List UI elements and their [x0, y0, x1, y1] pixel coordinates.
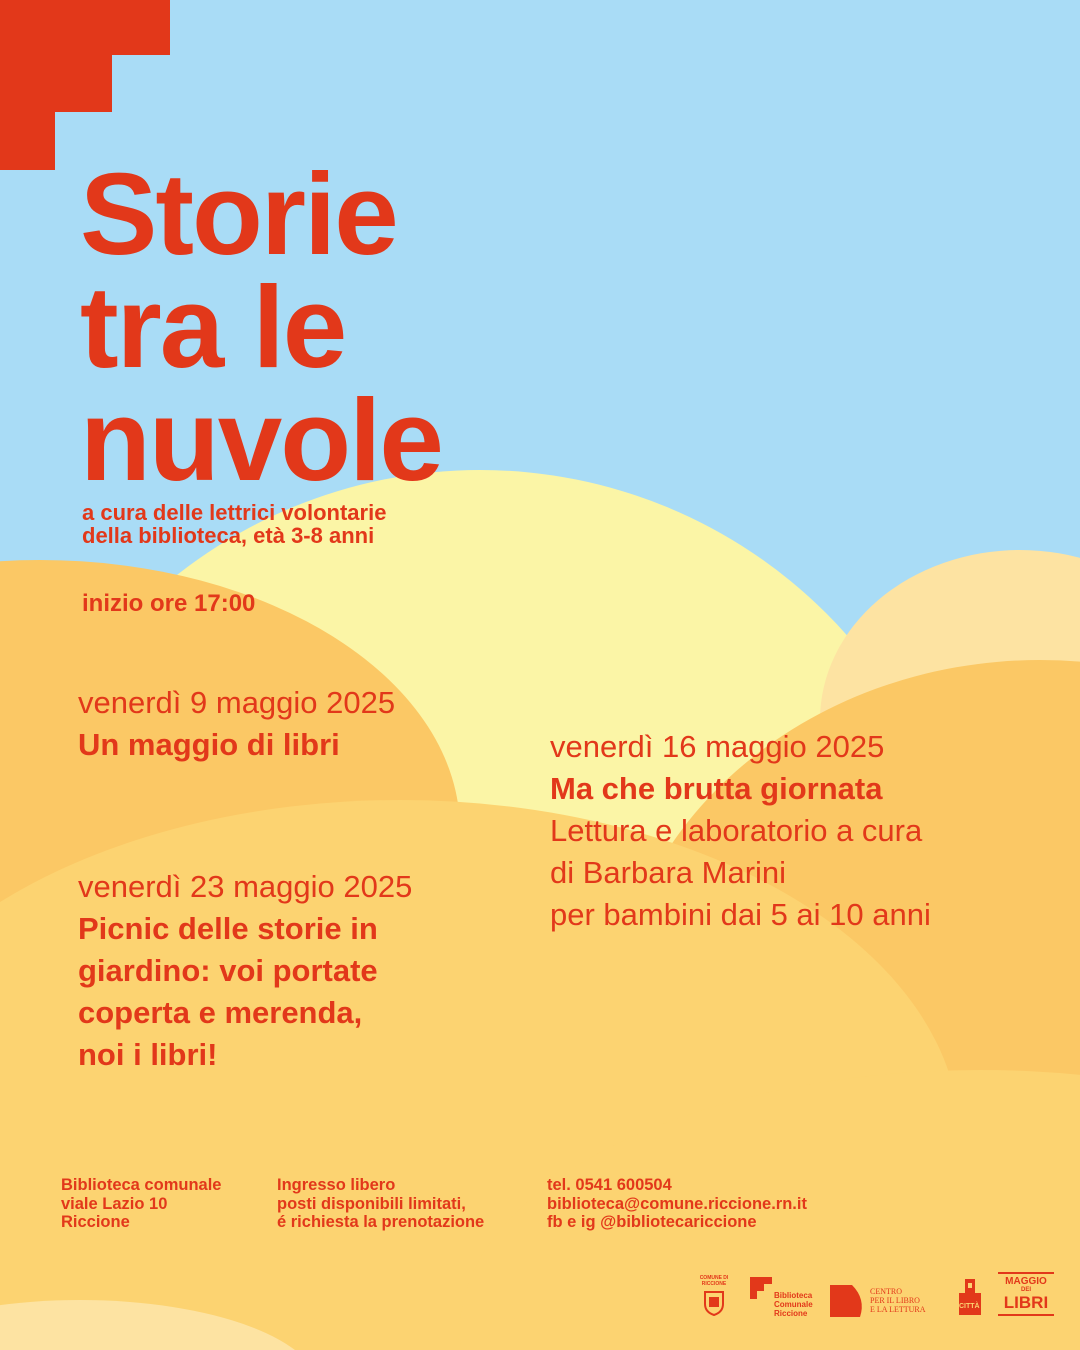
maggio-line: DEI — [1020, 1287, 1031, 1293]
title-line-2: tra le — [80, 262, 346, 392]
address-line: Riccione — [61, 1213, 130, 1231]
event-may-23 — [78, 866, 412, 1076]
start-time: inizio ore 17:00 — [82, 590, 256, 617]
centro-name-line: CENTRO — [870, 1287, 902, 1296]
event-description-line: di Barbara Marini — [550, 855, 787, 890]
comune-label: COMUNE DI — [699, 1275, 729, 1281]
maggio-line: MAGGIO — [1005, 1276, 1047, 1287]
entry-line: é richiesta la prenotazione — [277, 1213, 485, 1231]
biblioteca-name-line: Riccione — [774, 1309, 808, 1318]
centro-mark-icon — [830, 1283, 866, 1319]
social-handles: fb e ig @bibliotecariccione — [547, 1213, 757, 1231]
footer-contacts — [547, 1176, 807, 1232]
biblioteca-name — [774, 1291, 834, 1318]
footer-entry-info — [277, 1176, 484, 1232]
event-may-16 — [550, 726, 931, 936]
event-date: venerdì 9 maggio 2025 — [78, 685, 396, 720]
address-line: Biblioteca comunale — [61, 1176, 222, 1194]
centro-name — [870, 1287, 940, 1314]
event-date: venerdì 23 maggio 2025 — [78, 869, 413, 904]
citta-logo — [955, 1275, 989, 1317]
partner-logos — [690, 1275, 1060, 1325]
entry-line: posti disponibili limitati, — [277, 1194, 466, 1213]
footer-address — [61, 1176, 221, 1232]
corner-block-bottom — [0, 112, 55, 170]
event-title-line: Picnic delle storie in — [78, 911, 378, 946]
event-title: Ma che brutta giornata — [550, 771, 883, 806]
subtitle — [82, 501, 386, 547]
maggio-dei-libri-logo — [998, 1272, 1054, 1316]
event-date: venerdì 16 maggio 2025 — [550, 729, 885, 764]
email-address: biblioteca@comune.riccione.rn.it — [547, 1194, 807, 1213]
centro-name-line: E LA LETTURA — [870, 1305, 926, 1314]
title-line-3: nuvole — [80, 375, 442, 505]
event-description-line: per bambini dai 5 ai 10 anni — [550, 897, 931, 932]
subtitle-line-1: a cura delle lettrici volontarie — [82, 500, 387, 525]
event-title-line: giardino: voi portate — [78, 953, 378, 988]
corner-block-top — [0, 0, 170, 55]
entry-line: Ingresso libero — [277, 1176, 396, 1194]
address-line: viale Lazio 10 — [61, 1194, 168, 1213]
crest-icon — [703, 1290, 725, 1316]
event-title: Un maggio di libri — [78, 727, 340, 762]
centro-name-line: PER IL LIBRO — [870, 1296, 920, 1305]
biblioteca-name-line: Biblioteca — [774, 1291, 813, 1300]
comune-name: RICCIONE — [701, 1281, 727, 1287]
poster-title — [80, 149, 442, 505]
biblioteca-name-line: Comunale — [774, 1300, 813, 1309]
corner-block-middle — [0, 55, 112, 112]
event-description-line: Lettura e laboratorio a cura — [550, 813, 923, 848]
phone-number: tel. 0541 600504 — [547, 1176, 672, 1194]
event-title-line: noi i libri! — [78, 1037, 218, 1072]
event-may-9 — [78, 682, 395, 766]
subtitle-line-2: della biblioteca, età 3-8 anni — [82, 523, 375, 548]
citta-label: CITTÀ — [959, 1303, 980, 1310]
biblioteca-mark-icon — [750, 1277, 772, 1299]
maggio-line: LIBRI — [1003, 1293, 1049, 1312]
title-line-1: Storie — [80, 149, 397, 279]
event-title-line: coperta e merenda, — [78, 995, 363, 1030]
comune-riccione-logo — [690, 1275, 738, 1316]
